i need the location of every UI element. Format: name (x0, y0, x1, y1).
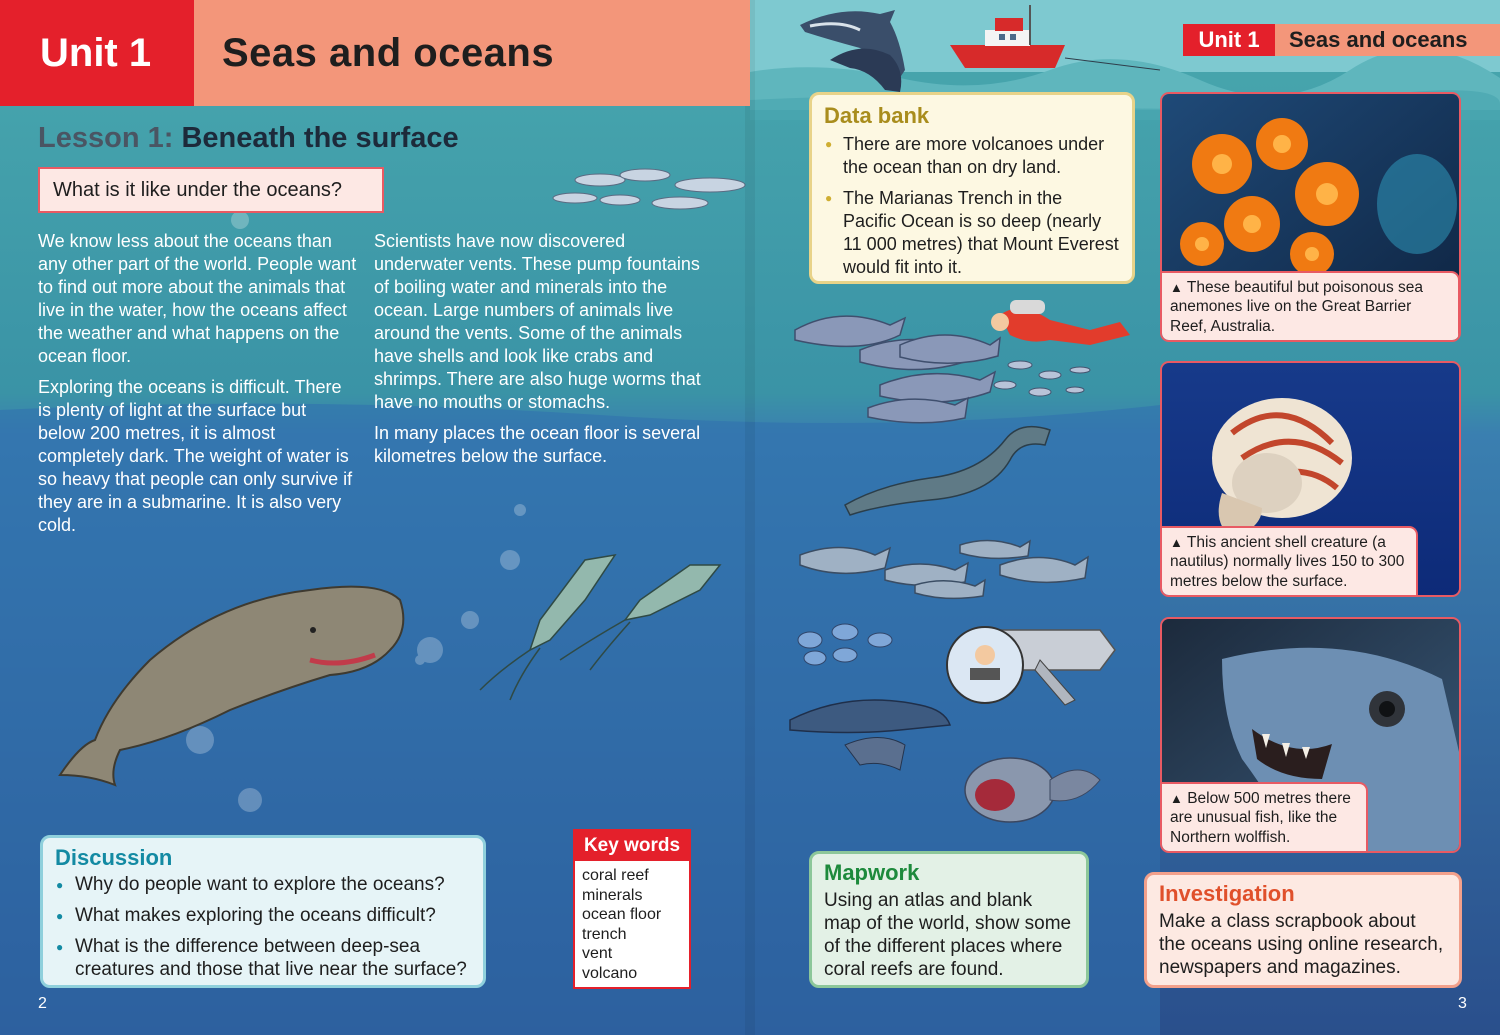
list-item: ● There are more volcanoes under the ocean than on dry land. (824, 133, 1120, 179)
photo-caption: ▲ These beautiful but poisonous sea anemones live on the Great Barrier Reef, Australia. (1162, 271, 1460, 341)
paragraph: Exploring the oceans is difficult. There is plenty of light at the surface but below 200 metres, it is almost completely dark. The weight of water is so heavy that people can only survive if they are in a submarine. It is also very cold. (38, 377, 353, 535)
key-words-title: Key words (575, 831, 689, 861)
photo-caption: ▲ Below 500 metres there are unusual fish, like the Northern wolffish. (1162, 782, 1368, 852)
key-word: minerals (582, 886, 643, 904)
data-bank-box (809, 92, 1135, 284)
unit-title: Seas and oceans (194, 0, 750, 106)
lesson-prefix: Lesson 1: (38, 122, 174, 154)
investigation-text: Make a class scrapbook about the oceans using online research, newspapers and magazines. (1159, 911, 1444, 978)
data-bank-title: Data bank (824, 103, 930, 128)
list-item: ● The Marianas Trench in the Pacific Ocean is so deep (nearly 11 000 metres) that Mount Everest would fit into it. (824, 187, 1120, 279)
investigation-box (1144, 872, 1462, 988)
lesson-title (38, 122, 459, 155)
unit-tab-right: Unit 1 (1183, 24, 1275, 56)
unit-title-right: Seas and oceans (1275, 24, 1500, 56)
body-column-2 (374, 230, 704, 476)
mapwork-text: Using an atlas and blank map of the world, show some of the different places where coral reefs are found. (824, 890, 1072, 980)
mapwork-title: Mapwork (824, 860, 920, 885)
list-item: ● Why do people want to explore the oceans? (55, 873, 471, 896)
investigation-title: Investigation (1159, 881, 1295, 906)
photo-caption: ▲ This ancient shell creature (a nautilus) normally lives 150 to 300 metres below the surface. (1162, 526, 1418, 596)
photo-sea-anemones (1160, 92, 1461, 342)
photo-wolffish (1160, 617, 1461, 853)
list-item: ● What makes exploring the oceans difficult? (55, 904, 471, 927)
paragraph: Scientists have now discovered underwater vents. These pump fountains of boiling water and minerals into the ocean. Large numbers of animals live around the vents. Some of the animals have shells and look like crabs and shrimps. There are also huge worms that have no mouths or stomachs. (374, 231, 701, 412)
unit-tab: Unit 1 (0, 0, 194, 106)
key-words-box (573, 829, 691, 989)
page-number-right: 3 (1458, 995, 1467, 1012)
key-question: What is it like under the oceans? (53, 178, 343, 201)
key-word: coral reef (582, 867, 649, 884)
key-word: ocean floor (582, 906, 662, 923)
paragraph: In many places the ocean floor is several kilometres below the surface. (374, 423, 701, 466)
mapwork-box (809, 851, 1089, 988)
list-item: ● What is the difference between deep-sea creatures and those that live near the surface? (55, 935, 471, 981)
page-number-left: 2 (38, 995, 47, 1012)
discussion-box (40, 835, 486, 988)
key-word: vent (582, 945, 613, 962)
photo-nautilus (1160, 361, 1461, 597)
key-question-box (38, 167, 384, 213)
lesson-name: Beneath the surface (181, 122, 459, 154)
paragraph: We know less about the oceans than any other part of the world. People want to find out more about the animals that live in the water, how the oceans affect the weather and what happens on the ocean floor. (38, 231, 357, 366)
key-word: trench (582, 925, 627, 943)
body-column-1 (38, 230, 358, 545)
discussion-title: Discussion (55, 845, 173, 870)
key-word: volcano (582, 964, 638, 982)
